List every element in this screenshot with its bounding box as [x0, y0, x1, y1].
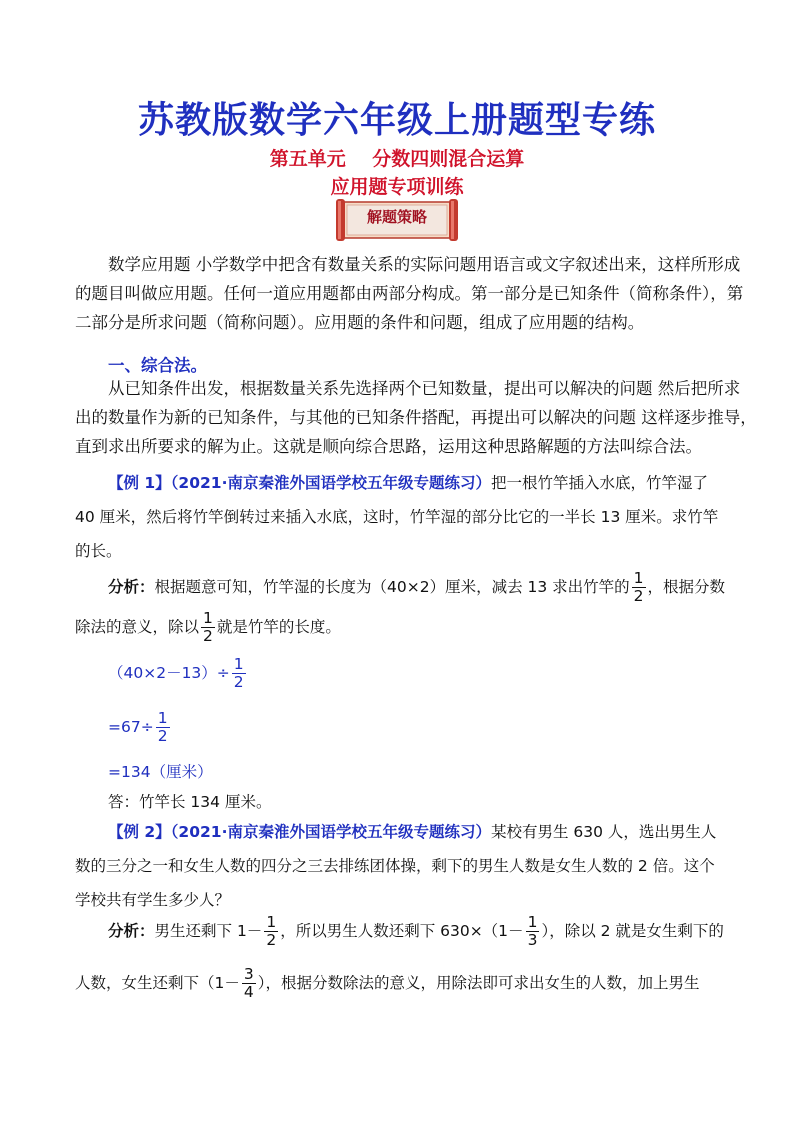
strategy-scroll-badge [333, 198, 461, 242]
example-2-analysis: 分析：男生还剩下 1－ $\frac{1}{2}$ ，所以男生人数还剩下 630×（1－ $\frac{1}{3}$ ），除以 2 就是女生剩下的 人数，女生还剩下（1－ $\frac{3}{4}$ ），根据分数除法的意义，用除法即可求出女生的人数，加上男生 [75, 913, 724, 1002]
page-title: 苏教版数学六年级上册题型专练 [137, 99, 656, 141]
example-1-analysis [75, 570, 725, 645]
fraction-three-quarters: $\frac{3}{4}$ [243, 965, 254, 1002]
scroll-label: 解题策略 [366, 208, 427, 226]
analysis-label: 分析： [108, 578, 155, 597]
example-1-line: 的长。 [75, 542, 122, 560]
example-1-question [75, 466, 725, 568]
intro-line: 二部分是所求问题（简称问题）。应用题的条件和问题，组成了应用题的结构。 [75, 313, 645, 332]
intro-line: 的题目叫做应用题。任何一道应用题都由两部分构成。第一部分是已知条件（简称条件），第 [75, 284, 744, 303]
example-2-line: 数的三分之一和女生人数的四分之三去排练团体操，剩下的男生人数是女生人数的 2 倍。这个 [75, 857, 715, 875]
fraction-one-half: $\frac{1}{2}$ [633, 569, 644, 606]
unit-subtitle: 第五单元 分数四则混合运算 [269, 148, 525, 170]
analysis-text: ，根据分数 [647, 578, 726, 597]
topic-subtitle: 应用题专项训练 [330, 176, 464, 198]
example-1-tag: 【例 1】（2021·南京秦淮外国语学校五年级专题练习） [108, 474, 491, 492]
example-1-text: 把一根竹竿插入水底，竹竿湿了 [490, 474, 708, 492]
intro-line: 数学应用题 小学数学中把含有数量关系的实际问题用语言或文字叙述出来，这样所形成 [108, 255, 741, 274]
analysis-text: 就是竹竿的长度。 [216, 618, 341, 637]
section-heading: 一、综合法。 [108, 356, 207, 375]
method-line: 直到求出所要求的解为止。这就是顺向综合思路，运用这种思路解题的方法叫综合法。 [75, 437, 702, 456]
example-1-answer: 答：竹竿长 134 厘米。 [108, 793, 272, 811]
method-line: 出的数量作为新的已知条件，与其他的已知条件搭配，再提出可以解决的问题 这样逐步推导， [75, 408, 757, 427]
analysis-text: 根据题意可知，竹竿湿的长度为（40×2）厘米，减去 13 求出竹竿的 [154, 578, 630, 597]
example-1-line: 40 厘米，然后将竹竿倒转过来插入水底，这时，竹竿湿的部分比它的一半长 13 厘米。求竹竿 [75, 508, 719, 526]
example-2-question [75, 815, 725, 917]
analysis-text: 除法的意义，除以 [75, 618, 200, 637]
example-2-line: 学校共有学生多少人？ [75, 891, 231, 909]
calc-step-2: =67÷ $\frac{1}{2}$ [108, 709, 168, 746]
fraction-one-half: $\frac{1}{2}$ [266, 913, 277, 950]
method-paragraph [75, 374, 757, 461]
fraction-one-third: $\frac{1}{3}$ [527, 913, 538, 950]
analysis-label: 分析： [108, 922, 155, 941]
fraction-one-half: $\frac{1}{2}$ [203, 609, 213, 646]
example-2-text: 某校有男生 630 人，选出男生人 [490, 823, 717, 841]
example-2-tag: 【例 2】（2021·南京秦淮外国语学校五年级专题练习） [108, 823, 491, 841]
calc-step-1: （40×2－13）÷ $\frac{1}{2}$ [108, 655, 244, 692]
calc-step-3: =134（厘米） [108, 763, 213, 781]
intro-paragraph [75, 250, 744, 337]
method-line: 从已知条件出发，根据数量关系先选择两个已知数量，提出可以解决的问题 然后把所求 [108, 379, 741, 398]
